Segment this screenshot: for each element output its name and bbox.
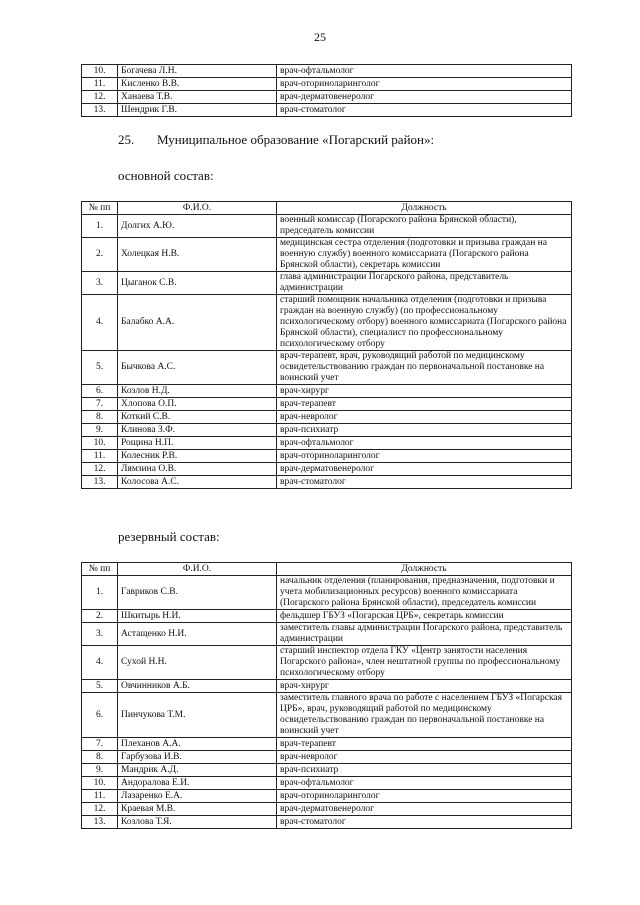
row-name: Балабко А.А.	[118, 295, 277, 351]
row-position: медицинская сестра отделения (подготовки и призыва граждан на военную службу) военного комиссариата (Погарского района Брянской области), секретарь комиссии	[277, 238, 572, 272]
row-position: врач-невролог	[277, 751, 572, 764]
row-position: врач-невролог	[277, 411, 572, 424]
row-position: врач-терапевт	[277, 398, 572, 411]
row-number: 10.	[82, 437, 118, 450]
row-number: 4.	[82, 646, 118, 680]
row-position: заместитель главного врача по работе с населением ГБУЗ «Погарская ЦРБ», врач, руководящий работой по медицинскому освидетельствованию граждан по первоначальной постановке на воинский учет	[277, 693, 572, 738]
row-name: Ханаева Т.В.	[118, 91, 277, 104]
row-name: Хлопова О.П.	[118, 398, 277, 411]
row-name: Долгих А.Ю.	[118, 215, 277, 238]
row-name: Колосова А.С.	[118, 476, 277, 489]
row-number: 12.	[82, 91, 118, 104]
continuation-table	[81, 64, 572, 117]
row-name: Овчинников А.Б.	[118, 680, 277, 693]
row-name: Бычкова А.С.	[118, 351, 277, 385]
row-name: Лямзина О.В.	[118, 463, 277, 476]
row-number: 7.	[82, 738, 118, 751]
row-position: врач-стоматолог	[277, 104, 572, 117]
table-row	[82, 751, 572, 764]
table-row	[82, 411, 572, 424]
table-row	[82, 463, 572, 476]
row-name: Богачева Л.Н.	[118, 65, 277, 78]
row-position: врач-оториноларинголог	[277, 78, 572, 91]
row-position: врач-терапевт, врач, руководящий работой по медицинскому освидетельствованию граждан по первоначальной постановке на воинский учет	[277, 351, 572, 385]
header-num: № пп	[82, 563, 118, 576]
page-number: 25	[314, 30, 326, 44]
table-row	[82, 65, 572, 78]
table-row	[82, 790, 572, 803]
row-name: Цыганок С.В.	[118, 272, 277, 295]
row-position: заместитель главы администрации Погарского района, представитель администрации	[277, 623, 572, 646]
table-row	[82, 646, 572, 680]
row-position: врач-стоматолог	[277, 816, 572, 829]
row-number: 9.	[82, 764, 118, 777]
table-row	[82, 238, 572, 272]
reserve-composition-table	[81, 562, 572, 829]
header-position: Должность	[277, 563, 572, 576]
row-number: 13.	[82, 104, 118, 117]
row-number: 8.	[82, 751, 118, 764]
row-position: старший инспектор отдела ГКУ «Центр занятости населения Погарского района», член нештатной группы по профессиональному психологическому отбору	[277, 646, 572, 680]
row-name: Сухой Н.Н.	[118, 646, 277, 680]
row-number: 4.	[82, 295, 118, 351]
row-number: 3.	[82, 623, 118, 646]
table-row	[82, 623, 572, 646]
table-row	[82, 680, 572, 693]
row-name: Гавриков С.В.	[118, 576, 277, 610]
table-row	[82, 450, 572, 463]
header-position: Должность	[277, 202, 572, 215]
table-row	[82, 576, 572, 610]
table-row	[82, 693, 572, 738]
row-number: 7.	[82, 398, 118, 411]
row-position: военный комиссар (Погарского района Брянской области), председатель комиссии	[277, 215, 572, 238]
row-name: Рощина Н.П.	[118, 437, 277, 450]
row-number: 13.	[82, 476, 118, 489]
row-number: 11.	[82, 790, 118, 803]
row-number: 5.	[82, 680, 118, 693]
row-name: Колесник Р.В.	[118, 450, 277, 463]
row-position: врач-хирург	[277, 680, 572, 693]
table-row	[82, 476, 572, 489]
row-number: 13.	[82, 816, 118, 829]
row-position: врач-офтальмолог	[277, 777, 572, 790]
row-number: 5.	[82, 351, 118, 385]
row-number: 3.	[82, 272, 118, 295]
row-position: фельдшер ГБУЗ «Погарская ЦРБ», секретарь комиссии	[277, 610, 572, 623]
table-row	[82, 816, 572, 829]
row-name: Шендрик Г.В.	[118, 104, 277, 117]
table-row	[82, 295, 572, 351]
row-position: врач-офтальмолог	[277, 65, 572, 78]
row-name: Гарбузова И.В.	[118, 751, 277, 764]
row-name: Шкитырь Н.И.	[118, 610, 277, 623]
row-position: врач-хирург	[277, 385, 572, 398]
row-position: врач-офтальмолог	[277, 437, 572, 450]
table-row	[82, 424, 572, 437]
row-number: 2.	[82, 238, 118, 272]
row-name: Плеханов А.А.	[118, 738, 277, 751]
row-name: Козлова Т.Я.	[118, 816, 277, 829]
table-row	[82, 104, 572, 117]
reserve-composition-label: резервный состав:	[118, 529, 220, 544]
section-title: Муниципальное образование «Погарский район»:	[157, 132, 435, 147]
header-name: Ф.И.О.	[118, 563, 277, 576]
row-number: 10.	[82, 65, 118, 78]
row-position: врач-стоматолог	[277, 476, 572, 489]
table-row	[82, 272, 572, 295]
table-row	[82, 91, 572, 104]
row-position: старший помощник начальника отделения (подготовки и призыва граждан на военную службу) (по профессиональному психологическому отбору) военного комиссариата (Погарского района Брянской области), специалист по профессиональному психологическому отбору	[277, 295, 572, 351]
row-number: 12.	[82, 463, 118, 476]
row-name: Коткий С.В.	[118, 411, 277, 424]
row-number: 8.	[82, 411, 118, 424]
row-name: Краевая М.В.	[118, 803, 277, 816]
header-num: № пп	[82, 202, 118, 215]
row-number: 11.	[82, 450, 118, 463]
table-row	[82, 215, 572, 238]
row-name: Андоралова Е.И.	[118, 777, 277, 790]
row-position: глава администрации Погарского района, представитель администрации	[277, 272, 572, 295]
row-position: врач-дерматовенеролог	[277, 463, 572, 476]
main-composition-label: основной состав:	[118, 168, 214, 183]
table-row	[82, 803, 572, 816]
table-row	[82, 385, 572, 398]
row-number: 6.	[82, 385, 118, 398]
row-position: врач-оториноларинголог	[277, 450, 572, 463]
table-row	[82, 398, 572, 411]
row-number: 12.	[82, 803, 118, 816]
row-number: 9.	[82, 424, 118, 437]
row-name: Кисленко В.В.	[118, 78, 277, 91]
row-name: Мандрик А.Д.	[118, 764, 277, 777]
row-name: Астащенко Н.И.	[118, 623, 277, 646]
row-position: врач-дерматовенеролог	[277, 803, 572, 816]
row-name: Пинчукова Т.М.	[118, 693, 277, 738]
table-row	[82, 610, 572, 623]
table-row	[82, 351, 572, 385]
row-number: 10.	[82, 777, 118, 790]
row-position: врач-оториноларинголог	[277, 790, 572, 803]
row-name: Холецкая Н.В.	[118, 238, 277, 272]
row-position: врач-терапевт	[277, 738, 572, 751]
row-number: 6.	[82, 693, 118, 738]
row-number: 1.	[82, 576, 118, 610]
row-number: 1.	[82, 215, 118, 238]
header-name: Ф.И.О.	[118, 202, 277, 215]
row-name: Лазаренко Е.А.	[118, 790, 277, 803]
table-row	[82, 78, 572, 91]
table-row	[82, 764, 572, 777]
row-name: Козлов Н.Д.	[118, 385, 277, 398]
row-position: врач-психиатр	[277, 424, 572, 437]
table-row	[82, 777, 572, 790]
row-number: 11.	[82, 78, 118, 91]
section-number: 25.	[118, 132, 135, 147]
row-number: 2.	[82, 610, 118, 623]
row-position: врач-психиатр	[277, 764, 572, 777]
table-row	[82, 437, 572, 450]
row-position: начальник отделения (планирования, предназначения, подготовки и учета мобилизационных ресурсов) военного комиссариата (Погарского района Брянской области), председатель комиссии	[277, 576, 572, 610]
row-position: врач-дерматовенеролог	[277, 91, 572, 104]
table-row	[82, 738, 572, 751]
main-composition-table	[81, 201, 572, 489]
row-name: Клинова З.Ф.	[118, 424, 277, 437]
